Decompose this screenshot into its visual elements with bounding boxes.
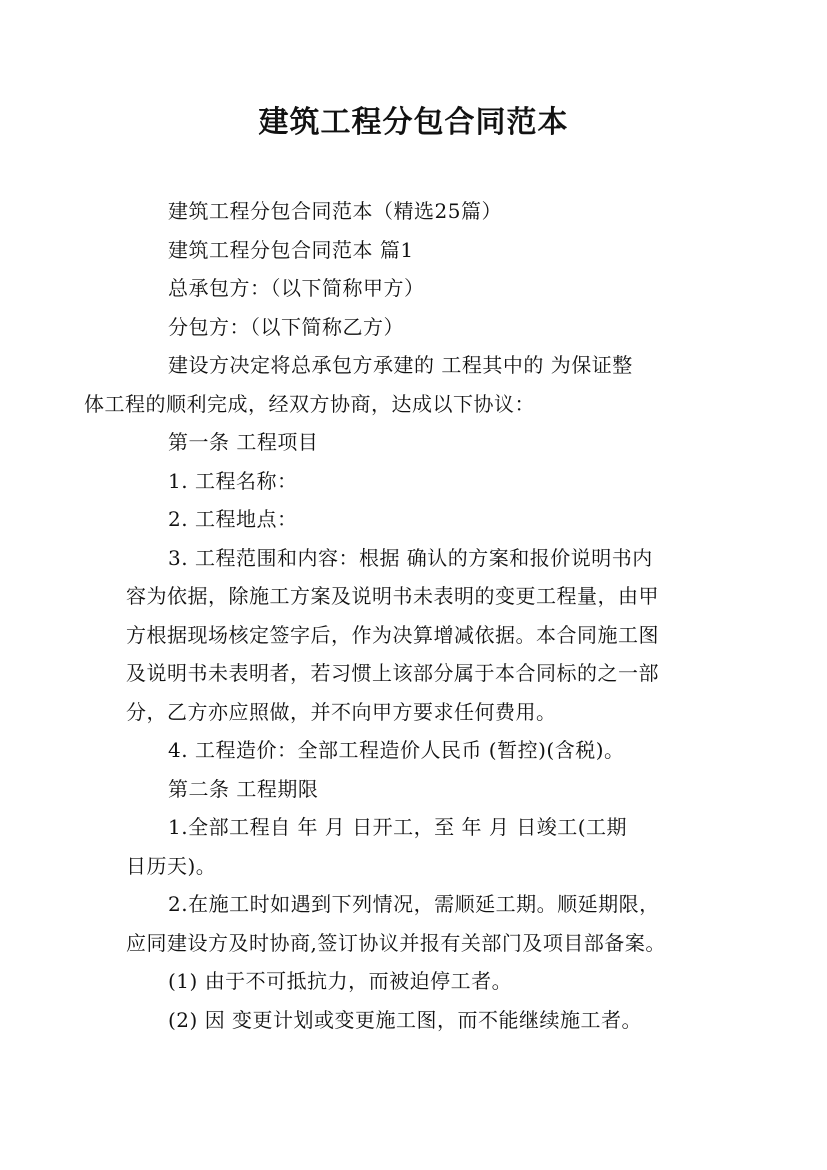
paragraph-party-b: 分包方：（以下简称乙方）: [168, 314, 404, 339]
article-1-item-2: 2. 工程地点：: [168, 507, 298, 531]
paragraph-line: 容为依据，除施工方案及说明书未表明的变更工程量，由甲: [126, 584, 659, 608]
paragraph-line: 3. 工程范围和内容：根据 确认的方案和报价说明书内: [168, 545, 653, 570]
article-2-subitem-1: (1) 由于不可抵抗力，而被迫停工者。: [168, 969, 513, 993]
paragraph-preamble: [84, 346, 706, 423]
paragraph-party-a: 总承包方：（以下简称甲方）: [168, 276, 425, 300]
paragraph-section-heading: 建筑工程分包合同范本 篇1: [168, 237, 414, 262]
paragraph-line: 日历天)。: [126, 853, 217, 878]
paragraph-line: 应同建设方及时协商,签订协议并报有关部门及项目部备案。: [126, 930, 666, 955]
article-2-subitem-2: (2) 因 变更计划或变更施工图，而不能继续施工者。: [168, 1007, 643, 1032]
article-1-heading: 第一条 工程项目: [168, 430, 319, 454]
article-1-item-1: 1. 工程名称：: [168, 468, 298, 493]
article-2-item-1: [126, 808, 706, 885]
paragraph-line: 2.在施工时如遇到下列情况，需顺延工期。顺延期限，: [168, 892, 660, 916]
paragraph-line: 建设方决定将总承包方承建的 工程其中的 为保证整: [168, 353, 633, 377]
paragraph-subtitle: 建筑工程分包合同范本（精选25篇）: [168, 199, 502, 223]
article-2-item-2: [126, 885, 706, 962]
article-1-item-3: [126, 539, 706, 732]
document-body: [84, 192, 706, 1039]
document-title: 建筑工程分包合同范本: [258, 105, 569, 140]
paragraph-line: 及说明书未表明者，若习惯上该部分属于本合同标的之一部: [126, 661, 659, 685]
article-1-item-4: 4. 工程造价：全部工程造价人民币 (暂控)(含税)。: [168, 738, 625, 762]
paragraph-line: 1.全部工程自 年 月 日开工，至 年 月 日竣工(工期: [168, 815, 628, 839]
paragraph-line: 分，乙方亦应照做，并不向甲方要求任何费用。: [126, 699, 557, 724]
article-2-heading: 第二条 工程期限: [168, 776, 319, 801]
paragraph-line: 体工程的顺利完成，经双方协商，达成以下协议：: [84, 391, 535, 416]
paragraph-line: 方根据现场核定签字后，作为决算增减依据。本合同施工图: [126, 622, 659, 647]
